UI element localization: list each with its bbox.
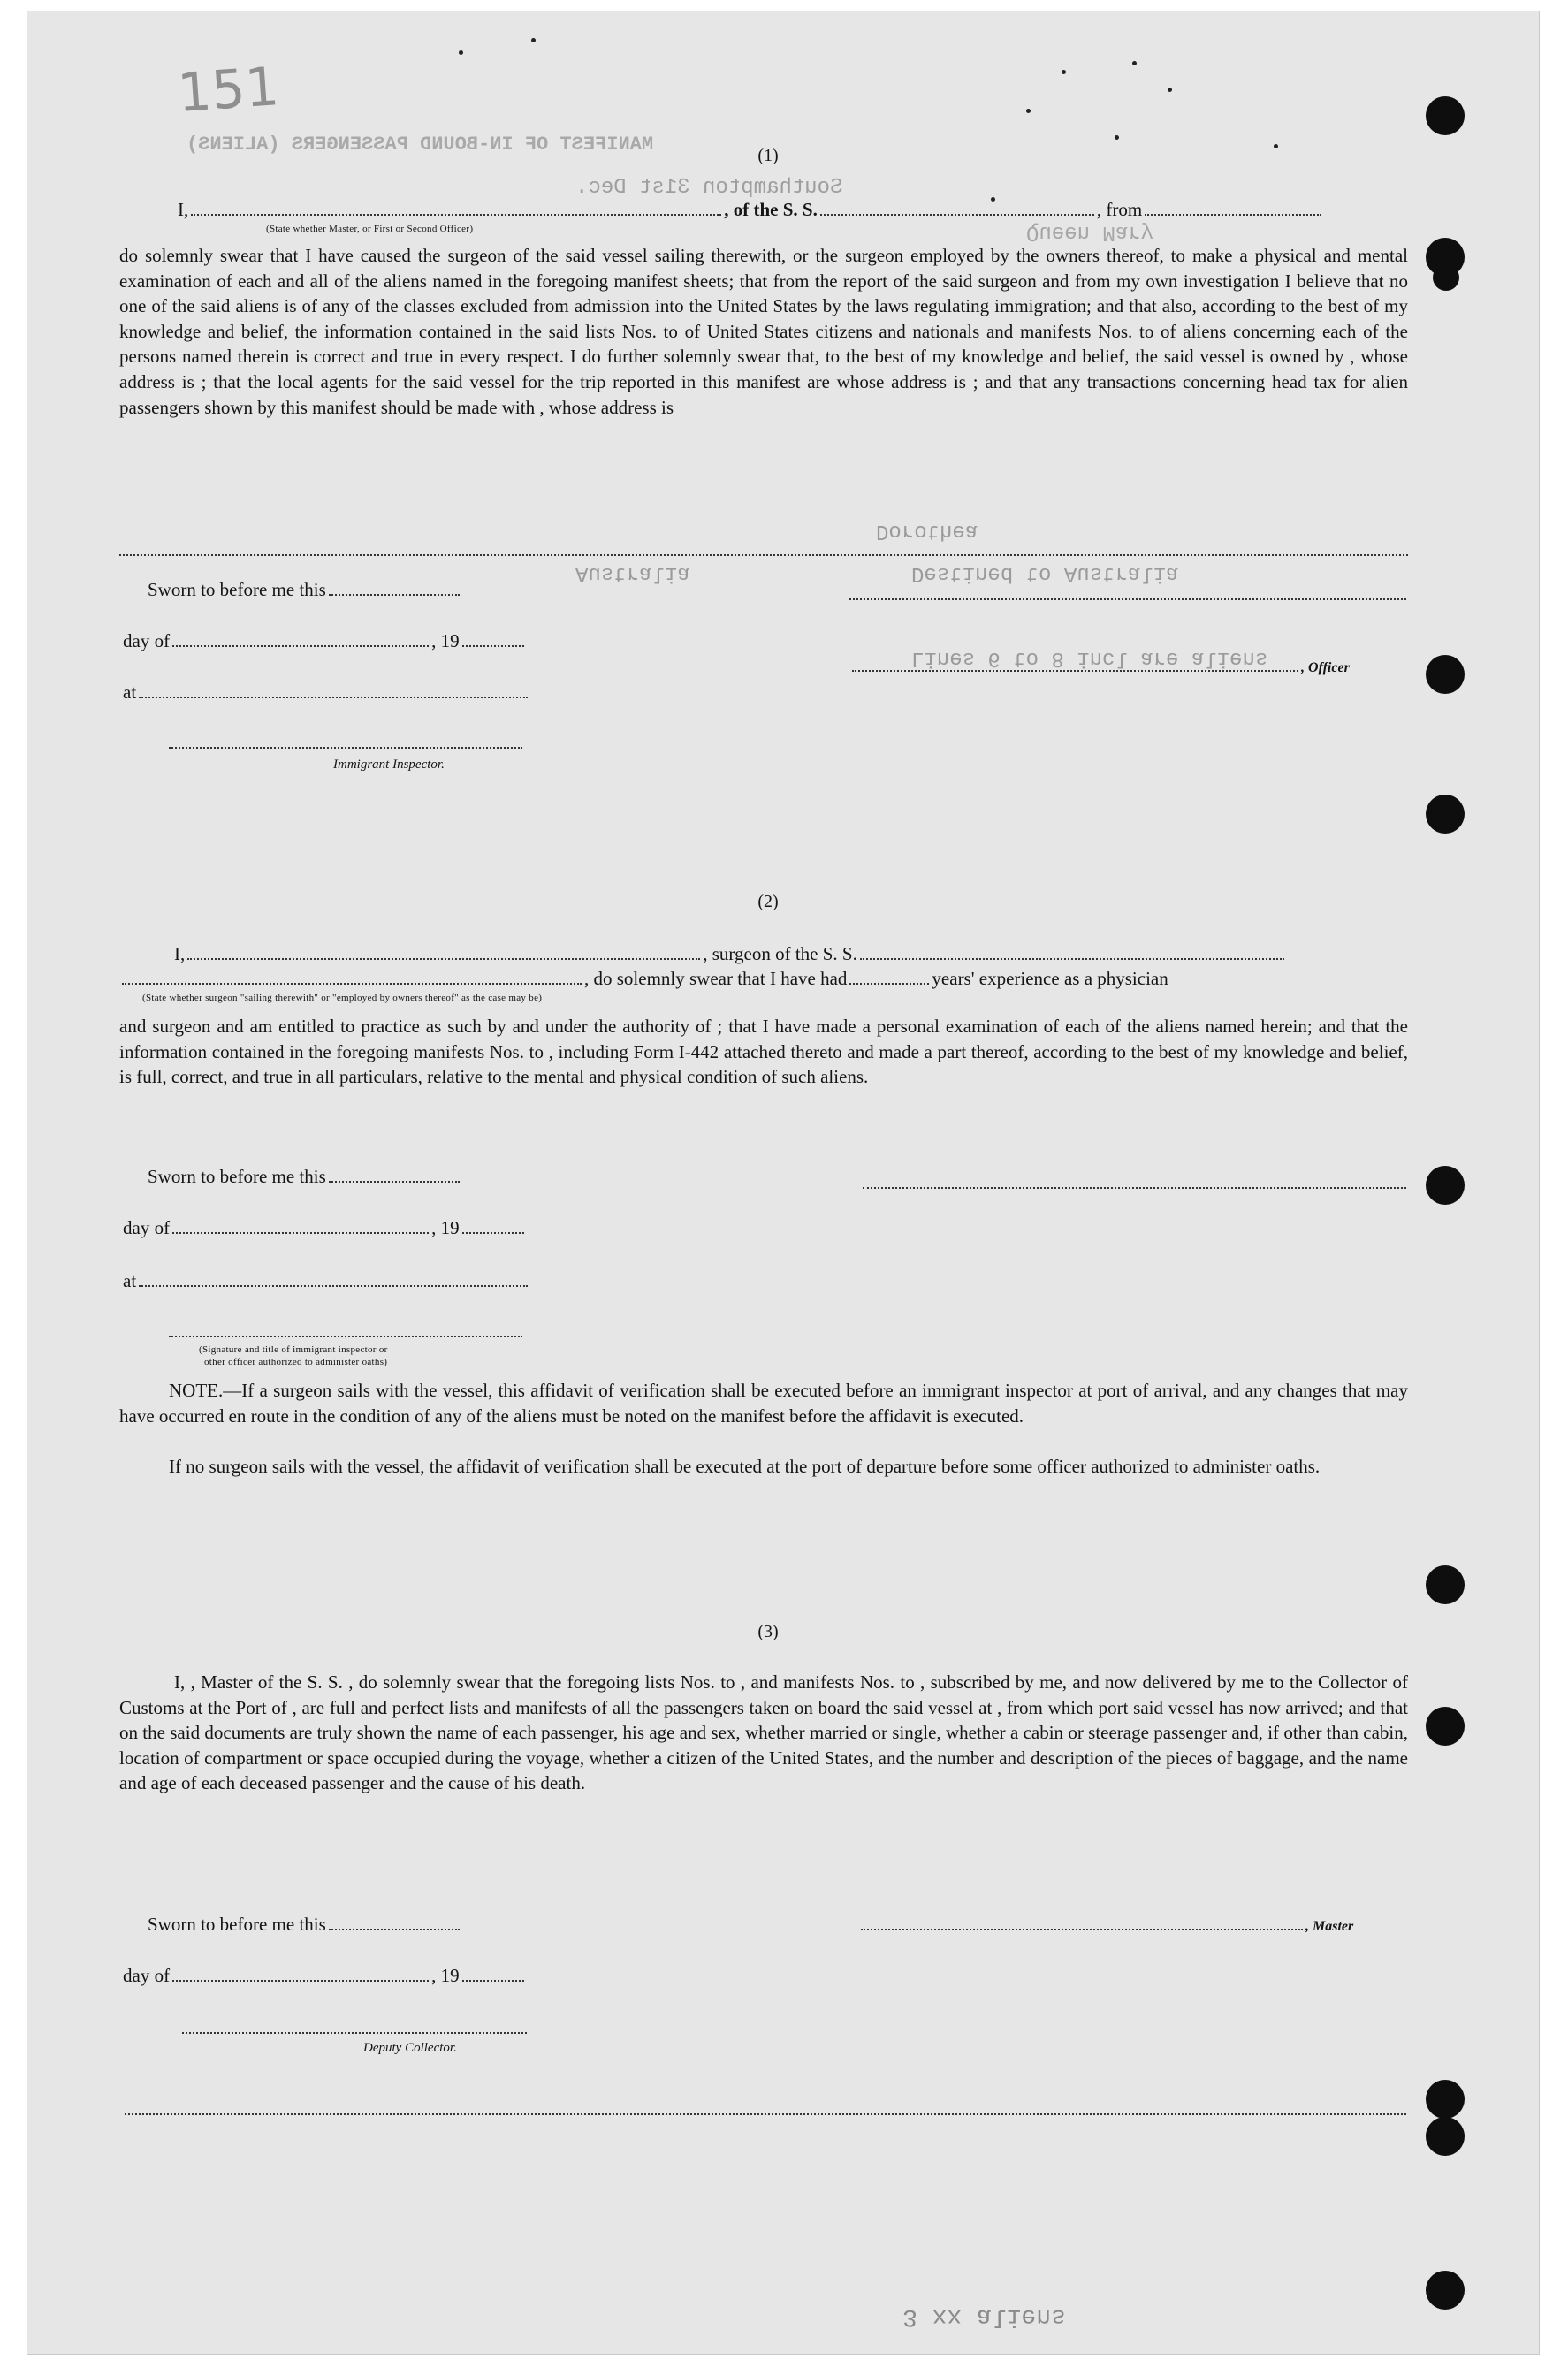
- blank-year-3: [462, 1980, 524, 1982]
- section-2-subcaption: (State whether surgeon "sailing therewith" or "employed by owners thereof" as the case may be): [142, 993, 543, 1003]
- speck: [1026, 109, 1031, 113]
- section-2-note-label: NOTE.: [169, 1380, 224, 1401]
- speck: [1132, 61, 1137, 65]
- section-2-body: and surgeon and am entitled to practice as such by and under the authority of ; that I have made a personal examination of each of the aliens named herein; and that the information contained in the foregoing manifests Nos. to , including Form I-442 attached thereto and made a part thereof, according to the best of my knowledge and belief, is full, correct, and true in all particulars, relative to the mental and physical condition of such aliens.: [119, 1016, 1408, 1088]
- blank-day-of-3: [172, 1980, 429, 1982]
- section-1-inspector-line: [169, 747, 522, 749]
- blank-surgeon-name: [187, 958, 700, 960]
- blank-at-place: [139, 697, 528, 698]
- speck: [531, 38, 536, 42]
- section-1-header-line: [178, 199, 1406, 221]
- section-2-i-label: I,: [174, 943, 186, 964]
- section-1-number: (1): [757, 146, 779, 165]
- blank-master-name: [191, 214, 721, 216]
- bleed-through-middle-1: Dorothea: [876, 519, 978, 543]
- section-1-ss-label: , of the S. S.: [724, 199, 818, 220]
- section-2-signature-line: [863, 1187, 1406, 1189]
- section-1-at-label: at: [123, 681, 137, 703]
- bleed-through-middle-2: Australia: [575, 561, 690, 585]
- punch-hole: [1433, 264, 1459, 291]
- section-1-sworn-row: [148, 579, 462, 601]
- section-3-deputy-line: [182, 2032, 527, 2034]
- section-3-day-of-label: day of: [123, 1965, 171, 1986]
- section-1-day-of-label: day of: [123, 630, 171, 651]
- section-2-line-1: [174, 943, 1408, 965]
- section-1-i-label: I,: [178, 199, 189, 220]
- section-1-inspector-label: Immigrant Inspector.: [333, 757, 445, 772]
- section-1-from-label: , from: [1096, 199, 1143, 220]
- handwritten-number: 151: [175, 56, 281, 125]
- punch-hole: [1426, 795, 1465, 834]
- blank-master-signature: [861, 1929, 1303, 1930]
- section-1-sworn-label: Sworn to before me this: [148, 579, 326, 600]
- punch-hole: [1426, 1565, 1465, 1604]
- section-1-subcaption: (State whether Master, or First or Second Officer): [266, 224, 474, 234]
- section-2-signature-caption-line: [169, 1336, 522, 1337]
- bleed-through-header-1: MANIFEST OF IN-BOUND PASSENGERS (ALIENS): [186, 133, 654, 156]
- blank-year-2: [462, 1232, 524, 1234]
- section-2-sworn-row: [148, 1166, 462, 1188]
- section-3-year-label: , 19: [431, 1965, 460, 1986]
- blank-officer-signature: [852, 670, 1298, 672]
- section-2-swear-label: , do solemnly swear that I have had: [584, 968, 848, 989]
- section-1-signature-line-top: [849, 598, 1406, 600]
- blank-sworn-day-3: [329, 1929, 460, 1930]
- bleed-through-header-2: Southampton 31st Dec.: [575, 176, 843, 200]
- section-3-body: I, , Master of the S. S. , do solemnly swear that the foregoing lists Nos. to , and manifests Nos. to , subscribed by me, and now delivered by me to the Collector of Customs at the Port of , are full and perfect lists and manifests of all the passengers taken on board the said vessel at , from which port said vessel has now arrived; and that on the said documents are truly shown the name of each passenger, his age and sex, whether married or single, whether a cabin or steerage passenger and, if other than cabin, location of compartment or space occupied during the voyage, whether a citizen of the United States, and the number and description of the pieces of baggage, and the name and age of each deceased passenger and the cause of his death.: [119, 1671, 1408, 1794]
- section-3-number: (3): [757, 1622, 779, 1641]
- blank-surgeon-ship: [860, 958, 1284, 960]
- speck: [1274, 144, 1278, 148]
- blank-year: [462, 645, 524, 647]
- speck: [459, 50, 463, 55]
- punch-hole: [1426, 2117, 1465, 2156]
- section-3-deputy-label: Deputy Collector.: [363, 2041, 457, 2055]
- bleed-through-middle-4: Lines 6 to 8 incl are aliens: [911, 646, 1268, 670]
- punch-hole: [1426, 1166, 1465, 1205]
- section-1-officer-row: [849, 655, 1350, 677]
- section-1-mid-line: [119, 554, 1408, 556]
- bleed-through-bottom-stamp: 3 xx aliens: [902, 2303, 1066, 2330]
- section-3-day-row: [123, 1965, 527, 1987]
- blank-ship-name: [820, 214, 1094, 216]
- section-2-number: (2): [757, 892, 779, 911]
- section-1-year-label: , 19: [431, 630, 460, 651]
- section-2-year-label: , 19: [431, 1217, 460, 1238]
- section-2-note-2: If no surgeon sails with the vessel, the affidavit of verification shall be executed at the port of departure before some officer authorized to administer oaths.: [169, 1456, 1321, 1477]
- section-3-sworn-row: [148, 1914, 462, 1936]
- section-2-signature-caption-2: other officer authorized to administer oaths): [204, 1357, 388, 1367]
- blank-surgeon-status: [122, 983, 582, 985]
- blank-from-port: [1145, 214, 1321, 216]
- punch-hole: [1426, 655, 1465, 694]
- section-3-master-row: [858, 1914, 1353, 1936]
- section-2-years-label: years' experience as a physician: [932, 968, 1168, 989]
- punch-hole: [1426, 2080, 1465, 2119]
- section-2-day-row: [123, 1217, 527, 1239]
- section-3-sworn-label: Sworn to before me this: [148, 1914, 326, 1935]
- section-2-signature-caption-1: (Signature and title of immigrant inspector or: [199, 1344, 388, 1355]
- section-1-day-row: [123, 630, 527, 652]
- punch-hole: [1426, 1707, 1465, 1746]
- speck: [1062, 70, 1066, 74]
- section-2-sworn-label: Sworn to before me this: [148, 1166, 326, 1187]
- section-1-at-row: [123, 681, 530, 704]
- punch-hole: [1426, 2271, 1465, 2310]
- section-1-body: do solemnly swear that I have caused the surgeon of the said vessel sailing therewith, or the surgeon employed by the owners thereof, to make a physical and mental examination of each and all of the aliens named in the foregoing manifest sheets; that from the report of the said surgeon and from my own investigation I believe that no one of the said aliens is of any of the classes excluded from admission into the United States by the laws regulating immigration; and that also, according to the best of my knowledge and belief, the information contained in the said lists Nos. to of United States citizens and nationals and manifests Nos. to of aliens concerning each of the persons named therein is correct and true in every respect. I do further solemnly swear that, to the best of my knowledge and belief, the said vessel is owned by , whose address is ; that the local agents for the said vessel for the trip reported in this manifest are whose address is ; and that any transactions concerning head tax for alien passengers shown by this manifest should be made with , whose address is: [119, 245, 1408, 418]
- section-2-note: [119, 1378, 1408, 1428]
- blank-years: [849, 983, 929, 985]
- blank-day-of: [172, 645, 429, 647]
- speck: [1168, 88, 1172, 92]
- blank-sworn-day-2: [329, 1181, 460, 1183]
- section-1-officer-label: , Officer: [1301, 660, 1350, 675]
- speck: [1115, 135, 1119, 140]
- section-2-line-2: [119, 968, 1408, 990]
- blank-sworn-day: [329, 594, 460, 596]
- bleed-through-header-3: Queen Mary: [1026, 220, 1154, 244]
- section-2-at-label: at: [123, 1270, 137, 1291]
- bottom-rule: [125, 2113, 1406, 2115]
- section-2-note-1: —If a surgeon sails with the vessel, this affidavit of verification shall be executed before an immigrant inspector at port of arrival, and any changes that may have occurred en route in the condition of any of the aliens must be noted on the manifest before the affidavit is executed.: [119, 1380, 1408, 1427]
- blank-day-of-2: [172, 1232, 429, 1234]
- section-3-master-label: , Master: [1305, 1919, 1354, 1934]
- section-2-surgeon-label: , surgeon of the S. S.: [703, 943, 857, 964]
- section-2-day-of-label: day of: [123, 1217, 171, 1238]
- bleed-through-middle-3: Destined to Australia: [911, 561, 1179, 585]
- blank-at-place-2: [139, 1285, 528, 1287]
- document-page: [27, 11, 1540, 2355]
- section-2-at-row: [123, 1270, 530, 1292]
- punch-hole: [1426, 96, 1465, 135]
